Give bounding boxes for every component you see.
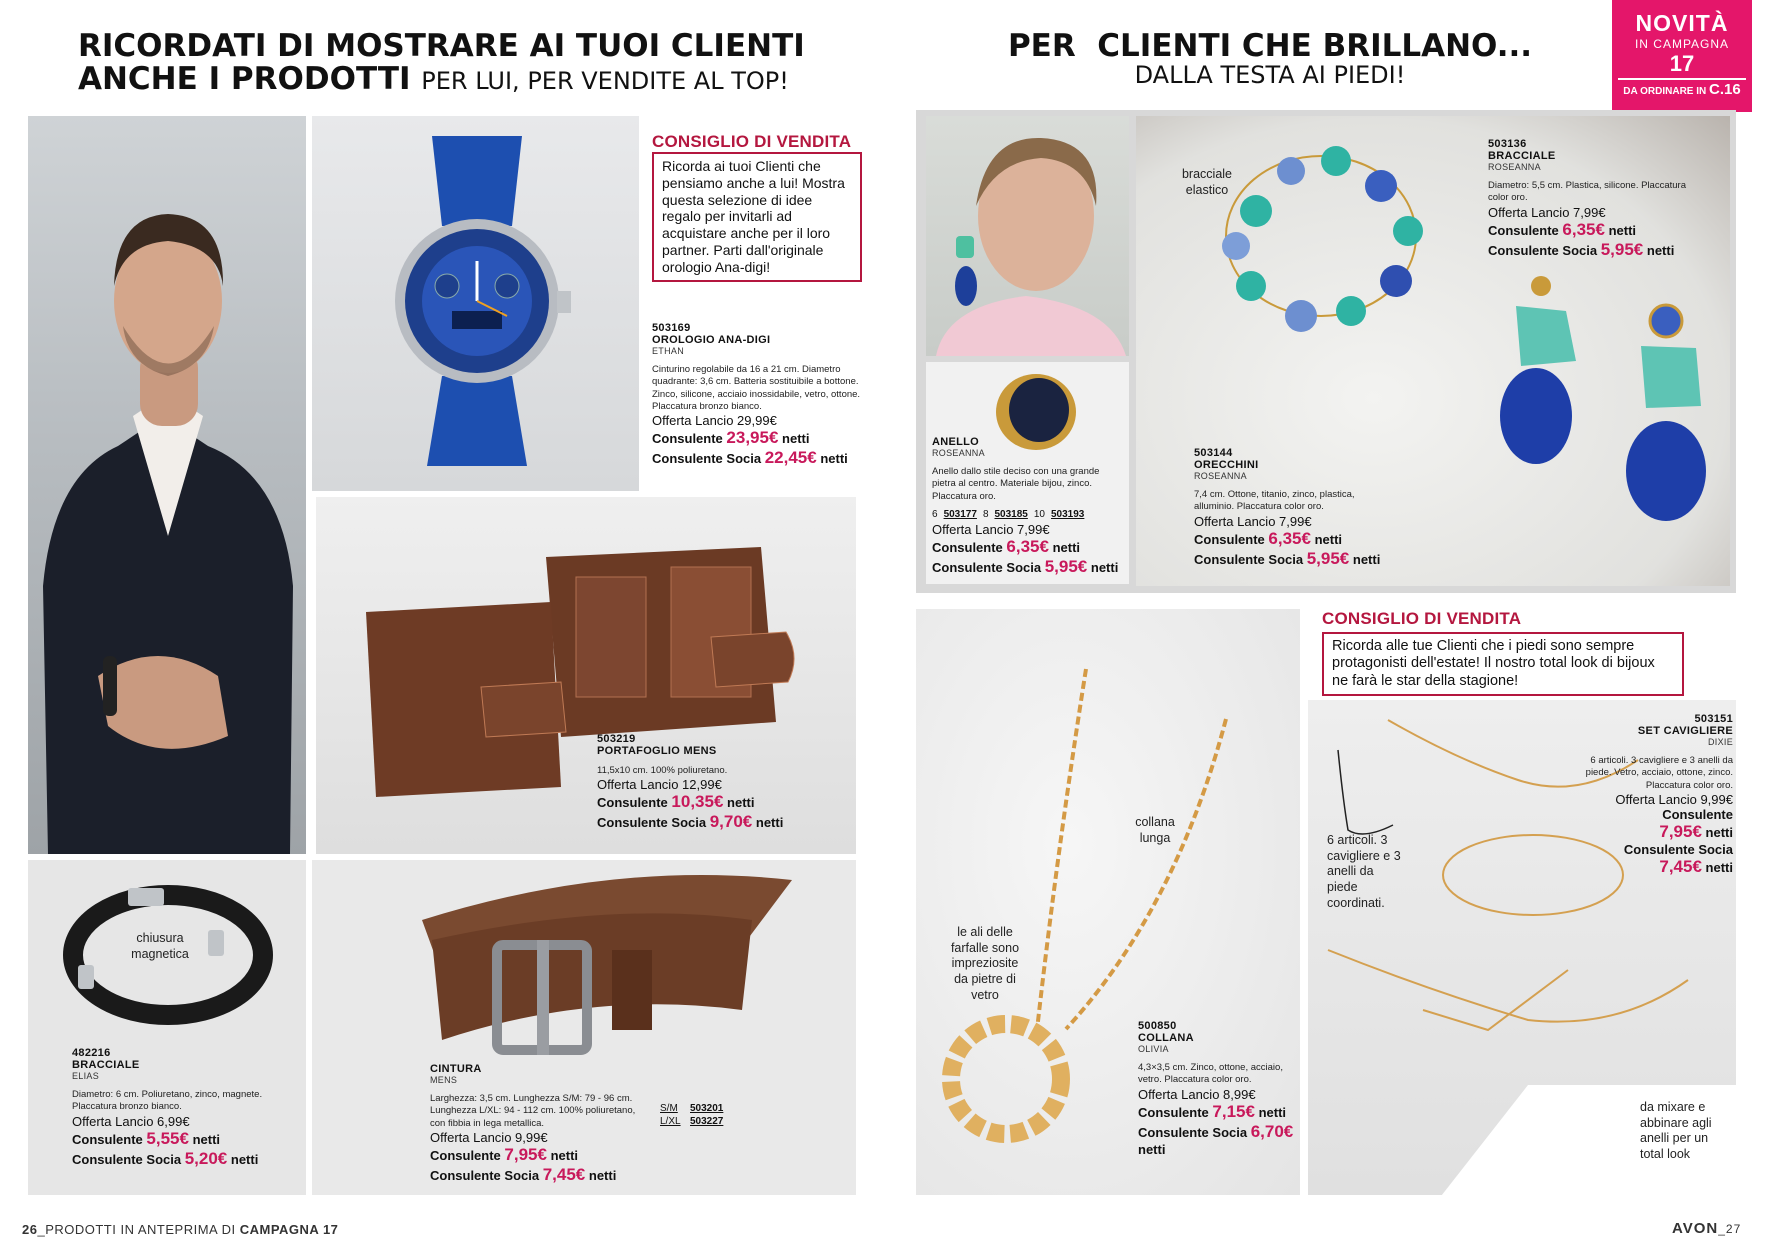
anklet-name: SET CAVIGLIERE <box>1637 725 1733 737</box>
watch-brand: ETHAN <box>652 346 685 356</box>
orecchini-info <box>1194 447 1394 569</box>
bracciale-name: BRACCIALE <box>1488 150 1556 162</box>
left-tip-box: Ricorda ai tuoi Clienti che pensiamo anche a lui! Mostra questa selezione di idee regalo per invitarli ad acquistare anche per il loro partner. Parti dall'originale orologio Ana-digi! <box>652 152 862 282</box>
belt-sizes <box>660 1102 723 1128</box>
anklet-cons: Consulente 7,95€ netti <box>1659 807 1733 842</box>
left-title-bold: ANCHE I PRODOTTI <box>78 60 411 97</box>
orecchini-code: 503144 <box>1194 447 1233 459</box>
ring-cons: Consulente 6,35€ netti <box>932 537 1081 557</box>
badge-line3: 17 <box>1669 51 1695 76</box>
belt-desc: Larghezza: 3,5 cm. Lunghezza S/M: 79 - 96 cm. Lunghezza L/XL: 94 - 112 cm. 100% poliuretano, con fibbia in lega metallica. <box>430 1093 636 1129</box>
ring-sizes: 6 503177 8 503185 10 503193 <box>932 509 1085 521</box>
belt-name: CINTURA <box>430 1063 482 1075</box>
belt-size1: S/M <box>660 1103 678 1114</box>
ring-offer: Offerta Lancio 7,99€ <box>932 522 1050 538</box>
right-title <box>990 30 1550 88</box>
watch-code: 503169 <box>652 322 691 334</box>
necklace-socia: Consulente Socia 6,70€ netti <box>1138 1121 1294 1157</box>
necklace-info <box>1138 1020 1298 1157</box>
bracciale-code: 503136 <box>1488 138 1527 150</box>
wallet-offer: Offerta Lancio 12,99€ <box>597 777 722 793</box>
belt-sku1: 503201 <box>690 1103 724 1114</box>
bracelet-code: 482216 <box>72 1047 111 1059</box>
wallet-socia: Consulente Socia 9,70€ netti <box>597 812 784 832</box>
novita-badge <box>1612 0 1752 112</box>
woman-illustration <box>926 116 1129 356</box>
necklace-cons: Consulente 7,15€ netti <box>1138 1101 1287 1121</box>
left-page-number: 26 <box>22 1222 38 1237</box>
anklet-socia: Consulente Socia 7,45€ netti <box>1623 842 1733 877</box>
left-footer <box>22 1222 338 1237</box>
ring-name: ANELLO <box>932 436 980 448</box>
badge-line4b: C.16 <box>1709 81 1741 98</box>
right-footer <box>1672 1220 1741 1237</box>
wallet-desc: 11,5x10 cm. 100% poliuretano. <box>597 765 728 776</box>
necklace-offer: Offerta Lancio 8,99€ <box>1138 1086 1256 1102</box>
bracciale-brand: ROSEANNA <box>1488 162 1541 172</box>
orecchini-socia: Consulente Socia 5,95€ netti <box>1194 548 1381 568</box>
anklet-brand: DIXIE <box>1707 737 1733 747</box>
ring-desc: Anello dallo stile deciso con una grande pietra al centro. Materiale bijou, zinco. Placcatura oro. <box>932 466 1100 502</box>
left-footer-campaign: CAMPAGNA 17 <box>239 1222 339 1237</box>
belt-sku2: 503227 <box>690 1116 724 1127</box>
ring-socia: Consulente Socia 5,95€ netti <box>932 557 1119 577</box>
left-title-rest: PER LUI, PER VENDITE AL TOP! <box>421 66 789 95</box>
bracelet-label: chiusura magnetica <box>131 931 189 961</box>
right-tip-box: Ricorda alle tue Clienti che i piedi sono sempre protagonisti dell'estate! Il nostro total look di bijoux ne farà le star della stagione! <box>1322 632 1684 696</box>
anklet-code: 503151 <box>1694 713 1733 725</box>
watch-photo <box>312 116 639 491</box>
ring-info <box>932 436 1122 577</box>
anklet-offer: Offerta Lancio 9,99€ <box>1615 792 1733 808</box>
belt-cons: Consulente 7,95€ netti <box>430 1145 579 1165</box>
footer-avon-logo: AVON <box>1672 1220 1719 1237</box>
watch-cons: Consulente 23,95€ netti <box>652 428 810 448</box>
necklace-label1: collana lunga <box>1135 815 1175 845</box>
belt-socia: Consulente Socia 7,45€ netti <box>430 1165 617 1185</box>
necklace-name: COLLANA <box>1138 1032 1194 1044</box>
badge-line2: IN CAMPAGNA <box>1634 37 1730 51</box>
anklet-info <box>1578 713 1733 877</box>
watch-desc: Cinturino regolabile da 16 a 21 cm. Diametro quadrante: 3,6 cm. Batteria sostituibile a bottone. Zinco, silicone, acciaio inossidabile, vetro, ottone. Placcatura bronzo bianco. <box>652 364 861 413</box>
watch-socia: Consulente Socia 22,45€ netti <box>652 448 848 468</box>
left-title <box>78 30 838 95</box>
anklet-label1: 6 articoli. 3 cavigliere e 3 anelli da piede coordinati. <box>1327 833 1401 910</box>
bracelet-desc: Diametro: 6 cm. Poliuretano, zinco, magnete. Placcatura bronzo bianco. <box>72 1089 263 1113</box>
bracelet-name: BRACCIALE <box>72 1059 140 1071</box>
belt-size2: L/XL <box>660 1116 681 1127</box>
wallet-info <box>597 733 837 832</box>
left-title-line1: RICORDATI DI MOSTRARE AI TUOI CLIENTI <box>78 28 805 64</box>
belt-brand: MENS <box>430 1075 458 1085</box>
left-tip-title: CONSIGLIO DI VENDITA <box>652 132 852 151</box>
wallet-code: 503219 <box>597 733 636 745</box>
woman-photo <box>926 116 1129 356</box>
watch-illustration <box>312 116 639 491</box>
bracciale-desc: Diametro: 5,5 cm. Plastica, silicone. Placcatura color oro. <box>1488 180 1686 204</box>
bracciale-label: bracciale elastico <box>1181 167 1233 197</box>
bracciale-info <box>1488 138 1688 260</box>
anklet-desc: 6 articoli. 3 cavigliere e 3 anelli da piede. Vetro, acciaio, ottone, zinco. Placcatura color oro. <box>1585 755 1733 791</box>
belt-offer: Offerta Lancio 9,99€ <box>430 1130 548 1146</box>
bracciale-offer: Offerta Lancio 7,99€ <box>1488 204 1606 220</box>
right-title-line1: PER CLIENTI CHE BRILLANO... <box>1007 28 1533 64</box>
man-photo <box>28 116 306 854</box>
right-tip-title: CONSIGLIO DI VENDITA <box>1322 609 1522 628</box>
orecchini-offer: Offerta Lancio 7,99€ <box>1194 513 1312 529</box>
bracelet-socia: Consulente Socia 5,20€ netti <box>72 1148 259 1168</box>
badge-line4: DA ORDINARE IN <box>1623 86 1707 97</box>
bracelet-brand: ELIAS <box>72 1071 100 1081</box>
bracciale-socia: Consulente Socia 5,95€ netti <box>1488 239 1675 259</box>
man-illustration <box>28 116 306 854</box>
bracelet-info <box>72 1047 297 1169</box>
orecchini-brand: ROSEANNA <box>1194 471 1247 481</box>
left-footer-text: _PRODOTTI IN ANTEPRIMA DI <box>37 1222 236 1237</box>
necklace-code: 500850 <box>1138 1020 1177 1032</box>
necklace-label2: le ali delle farfalle sono impreziosite da pietre di vetro <box>950 925 1020 1002</box>
watch-offer: Offerta Lancio 29,99€ <box>652 413 777 429</box>
anklet-label2: da mixare e abbinare agli anelli per un total look <box>1640 1100 1712 1161</box>
bracelet-offer: Offerta Lancio 6,99€ <box>72 1113 190 1129</box>
wallet-name: PORTAFOGLIO MENS <box>597 745 717 757</box>
necklace-brand: OLIVIA <box>1138 1044 1169 1054</box>
orecchini-desc: 7,4 cm. Ottone, titanio, zinco, plastica, alluminio. Placcatura color oro. <box>1194 489 1355 513</box>
watch-name: OROLOGIO ANA-DIGI <box>652 334 771 346</box>
necklace-desc: 4,3×3,5 cm. Zinco, ottone, acciaio, vetro. Placcatura color oro. <box>1138 1062 1283 1086</box>
watch-info <box>652 322 862 468</box>
badge-line1: NOVITÀ <box>1635 10 1729 36</box>
bracelet-cons: Consulente 5,55€ netti <box>72 1128 221 1148</box>
orecchini-cons: Consulente 6,35€ netti <box>1194 528 1343 548</box>
wallet-cons: Consulente 10,35€ netti <box>597 792 755 812</box>
orecchini-name: ORECCHINI <box>1194 459 1259 471</box>
right-page-number: _27 <box>1718 1222 1742 1236</box>
bracciale-cons: Consulente 6,35€ netti <box>1488 219 1637 239</box>
right-title-line2: DALLA TESTA AI PIEDI! <box>1134 60 1406 89</box>
belt-info <box>430 1063 640 1185</box>
ring-brand: ROSEANNA <box>932 448 985 458</box>
